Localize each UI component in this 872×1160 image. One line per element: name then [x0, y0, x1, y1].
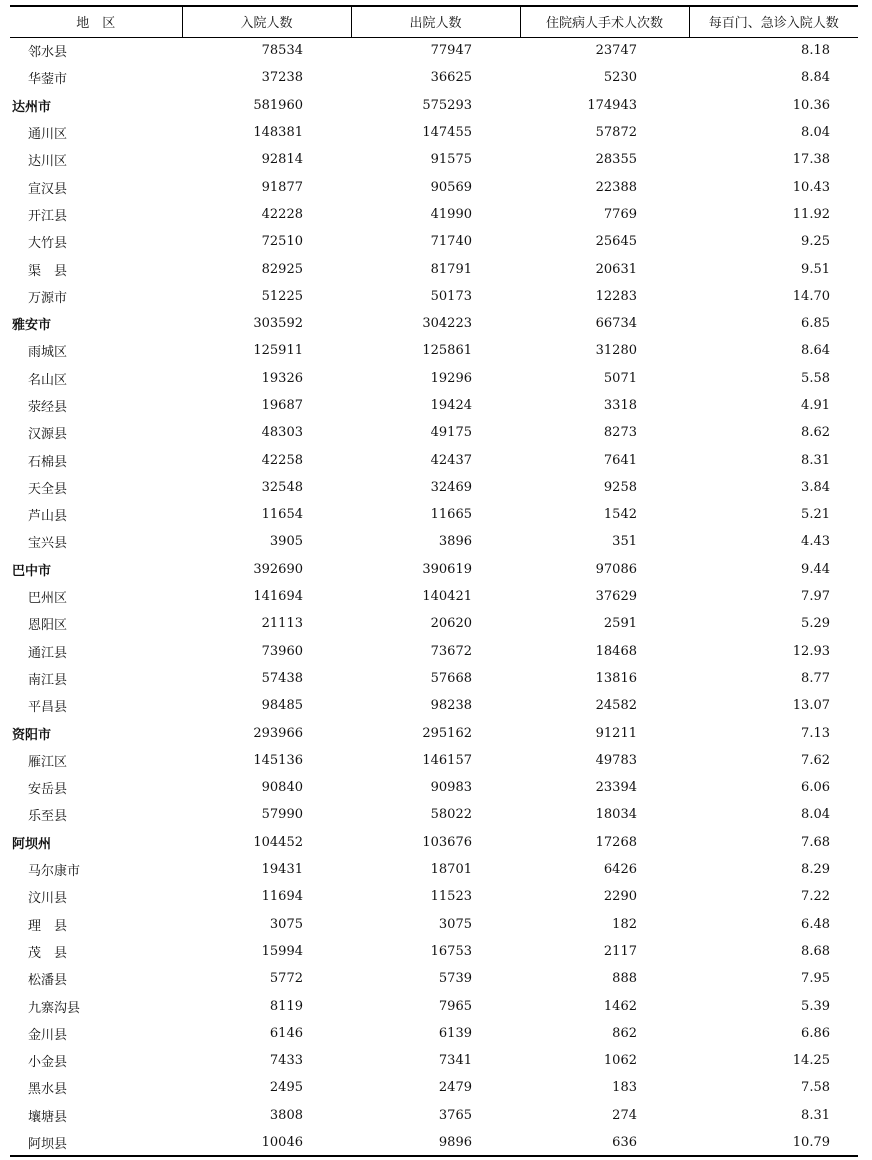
table-row	[10, 474, 858, 501]
admissions-per-hundred-cell: 8.31	[801, 452, 830, 468]
admissions-cell: 82925	[261, 261, 303, 277]
discharges-cell: 81791	[430, 261, 472, 277]
region-name-cell: 阿坝县	[10, 1129, 182, 1156]
surgeries-cell: 174943	[587, 97, 637, 113]
admissions-cell: 8119	[269, 998, 303, 1014]
admissions-per-hundred-cell: 11.92	[792, 206, 830, 222]
city-total-row	[10, 556, 858, 583]
admissions-cell: 51225	[261, 288, 303, 304]
region-name-cell: 小金县	[28, 1055, 68, 1071]
region-name-cell: 天全县	[28, 481, 68, 497]
surgeries-cell: 6426	[603, 862, 637, 878]
admissions-cell: 57438	[261, 670, 303, 686]
discharges-cell: 73672	[430, 643, 472, 659]
table-body	[10, 37, 858, 1156]
region-name-cell: 壤塘县	[28, 1109, 68, 1125]
admissions-cell: 392690	[253, 561, 303, 577]
table-row	[10, 856, 858, 883]
table-row	[10, 228, 858, 255]
region-name-cell: 宝兴县	[28, 536, 68, 552]
region-name-cell: 资阳市	[12, 727, 52, 743]
admissions-cell: 15994	[261, 943, 303, 959]
hospital-statistics-table	[10, 5, 858, 1157]
admissions-cell: 37238	[261, 70, 303, 86]
admissions-cell: 2495	[269, 1080, 303, 1096]
region-name-cell: 茂 县	[28, 945, 68, 961]
admissions-per-hundred-cell: 7.58	[801, 1080, 830, 1096]
admissions-per-hundred-cell: 6.86	[801, 1025, 830, 1041]
surgeries-cell: 1062	[603, 1053, 637, 1069]
surgeries-cell: 49783	[595, 752, 637, 768]
region-name-cell: 金川县	[28, 1027, 68, 1043]
admissions-per-hundred-cell: 5.39	[801, 998, 830, 1014]
table-row	[10, 1129, 858, 1156]
region-name-cell: 南江县	[28, 672, 68, 688]
admissions-cell: 73960	[261, 643, 303, 659]
header-surgeries: 住院病人手术人次数	[520, 6, 689, 37]
table-row	[10, 119, 858, 146]
region-name-cell: 开江县	[28, 208, 68, 224]
city-total-row	[10, 829, 858, 856]
admissions-per-hundred-cell: 6.06	[801, 780, 830, 796]
header-row	[10, 6, 858, 37]
admissions-per-hundred-cell: 8.04	[801, 125, 830, 141]
region-name-cell: 大竹县	[28, 236, 68, 252]
admissions-cell: 21113	[261, 616, 303, 632]
table-row	[10, 883, 858, 910]
admissions-per-hundred-cell: 12.93	[792, 643, 830, 659]
admissions-cell: 7433	[269, 1053, 303, 1069]
discharges-cell: 42437	[430, 452, 472, 468]
surgeries-cell: 23747	[595, 43, 637, 59]
table-row	[10, 774, 858, 801]
surgeries-cell: 2117	[603, 943, 637, 959]
admissions-cell: 3905	[269, 534, 303, 550]
region-name-cell: 雨城区	[28, 345, 68, 361]
table-row	[10, 528, 858, 555]
admissions-per-hundred-cell: 8.77	[801, 670, 830, 686]
discharges-cell: 19424	[430, 398, 472, 413]
surgeries-cell: 636	[520, 1129, 689, 1156]
surgeries-cell: 18468	[595, 643, 637, 659]
region-name-cell: 恩阳区	[28, 618, 68, 634]
admissions-cell: 98485	[261, 698, 303, 714]
admissions-per-hundred-cell: 7.13	[801, 725, 830, 741]
region-name-cell: 通江县	[28, 645, 68, 661]
surgeries-cell: 23394	[595, 780, 637, 796]
discharges-cell: 295162	[422, 725, 472, 741]
discharges-cell: 3765	[438, 1107, 472, 1123]
admissions-per-hundred-cell: 5.29	[801, 616, 830, 632]
admissions-per-hundred-cell: 14.25	[792, 1053, 830, 1069]
admissions-per-hundred-cell: 5.21	[801, 507, 830, 523]
surgeries-cell: 12283	[595, 288, 637, 304]
admissions-per-hundred-cell: 7.22	[801, 889, 830, 905]
admissions-cell: 148381	[253, 125, 303, 141]
admissions-cell: 91877	[261, 179, 303, 195]
discharges-cell: 32469	[430, 479, 472, 495]
city-total-row	[10, 310, 858, 337]
region-name-cell: 黑水县	[28, 1082, 68, 1098]
surgeries-cell: 28355	[595, 152, 637, 168]
table-row	[10, 201, 858, 228]
surgeries-cell: 24582	[595, 698, 637, 714]
admissions-cell: 581960	[253, 97, 303, 113]
surgeries-cell: 13816	[595, 670, 637, 686]
region-name-cell: 渠 县	[28, 263, 68, 279]
region-name-cell: 芦山县	[28, 509, 68, 525]
admissions-cell: 19326	[261, 370, 303, 386]
admissions-per-hundred-cell: 6.48	[801, 916, 830, 932]
discharges-cell: 77947	[430, 43, 472, 59]
region-name-cell: 宣汉县	[28, 181, 68, 197]
admissions-per-hundred-cell: 8.04	[801, 807, 830, 823]
table-row	[10, 638, 858, 665]
table-row	[10, 392, 858, 419]
discharges-cell: 140421	[422, 589, 472, 605]
admissions-cell: 145136	[253, 752, 303, 768]
discharges-cell: 20620	[430, 616, 472, 632]
admissions-per-hundred-cell: 7.97	[801, 589, 830, 605]
admissions-per-hundred-cell: 10.36	[792, 97, 830, 113]
admissions-per-hundred-cell: 6.85	[801, 316, 830, 332]
table-row	[10, 610, 858, 637]
discharges-cell: 304223	[422, 316, 472, 332]
region-name-cell: 邻水县	[28, 45, 68, 61]
discharges-cell: 90983	[430, 780, 472, 796]
surgeries-cell: 7641	[603, 452, 637, 468]
table-row	[10, 992, 858, 1019]
admissions-per-hundred-cell: 4.43	[801, 534, 830, 550]
discharges-cell: 58022	[430, 807, 472, 823]
header-admissions: 入院人数	[182, 6, 351, 37]
table-row	[10, 692, 858, 719]
table-row	[10, 37, 858, 64]
region-name-cell: 万源市	[28, 290, 68, 306]
admissions-cell: 19431	[261, 862, 303, 878]
region-name-cell: 华蓥市	[28, 72, 68, 88]
surgeries-cell: 57872	[595, 125, 637, 141]
surgeries-cell: 17268	[595, 834, 637, 850]
table-row	[10, 583, 858, 610]
header-region: 地 区	[10, 6, 182, 37]
admissions-cell: 10046	[182, 1129, 351, 1156]
surgeries-cell: 20631	[595, 261, 637, 277]
table-row	[10, 365, 858, 392]
discharges-cell: 6139	[438, 1025, 472, 1041]
admissions-per-hundred-cell: 10.79	[689, 1129, 858, 1156]
region-name-cell: 雅安市	[12, 318, 52, 334]
admissions-cell: 32548	[261, 479, 303, 495]
table-row	[10, 255, 858, 282]
region-name-cell: 汉源县	[28, 427, 68, 443]
admissions-per-hundred-cell: 3.84	[801, 479, 830, 495]
table-row	[10, 1020, 858, 1047]
discharges-cell: 390619	[422, 561, 472, 577]
admissions-cell: 303592	[253, 316, 303, 332]
region-name-cell: 汶川县	[28, 891, 68, 907]
discharges-cell: 2479	[438, 1080, 472, 1096]
surgeries-cell: 7769	[603, 206, 637, 222]
surgeries-cell: 3318	[603, 398, 637, 413]
admissions-cell: 42228	[261, 206, 303, 222]
table-row	[10, 64, 858, 91]
surgeries-cell: 351	[612, 534, 637, 550]
surgeries-cell: 22388	[595, 179, 637, 195]
discharges-cell: 49175	[430, 425, 472, 441]
admissions-per-hundred-cell: 8.68	[801, 943, 830, 959]
table-row	[10, 965, 858, 992]
admissions-cell: 141694	[253, 589, 303, 605]
admissions-cell: 90840	[261, 780, 303, 796]
admissions-cell: 72510	[261, 234, 303, 250]
admissions-cell: 42258	[261, 452, 303, 468]
table-row	[10, 801, 858, 828]
surgeries-cell: 1542	[603, 507, 637, 523]
admissions-cell: 48303	[261, 425, 303, 441]
surgeries-cell: 5230	[603, 70, 637, 86]
admissions-per-hundred-cell: 7.62	[801, 752, 830, 768]
surgeries-cell: 25645	[595, 234, 637, 250]
region-name-cell: 乐至县	[28, 809, 68, 825]
admissions-cell: 57990	[261, 807, 303, 823]
discharges-cell: 19296	[430, 370, 472, 386]
region-name-cell: 平昌县	[28, 700, 68, 716]
surgeries-cell: 182	[612, 916, 637, 932]
admissions-per-hundred-cell: 10.43	[792, 179, 830, 195]
region-name-cell: 达川区	[28, 154, 68, 170]
table-row	[10, 665, 858, 692]
surgeries-cell: 8273	[603, 425, 637, 441]
table-row	[10, 501, 858, 528]
discharges-cell: 11665	[430, 507, 472, 523]
region-name-cell: 安岳县	[28, 782, 68, 798]
discharges-cell: 71740	[430, 234, 472, 250]
admissions-per-hundred-cell: 8.31	[801, 1107, 830, 1123]
admissions-cell: 3808	[269, 1107, 303, 1123]
discharges-cell: 50173	[430, 288, 472, 304]
table-header	[10, 6, 858, 37]
discharges-cell: 36625	[430, 70, 472, 86]
discharges-cell: 90569	[430, 179, 472, 195]
discharges-cell: 57668	[430, 670, 472, 686]
admissions-per-hundred-cell: 9.51	[801, 261, 830, 277]
table-row	[10, 911, 858, 938]
admissions-per-hundred-cell: 7.68	[801, 834, 830, 850]
discharges-cell: 11523	[430, 889, 472, 905]
discharges-cell: 146157	[422, 752, 472, 768]
admissions-per-hundred-cell: 4.91	[801, 398, 830, 413]
admissions-per-hundred-cell: 9.44	[801, 561, 830, 577]
table-row	[10, 1074, 858, 1101]
discharges-cell: 9896	[351, 1129, 520, 1156]
admissions-cell: 11694	[261, 889, 303, 905]
admissions-cell: 92814	[261, 152, 303, 168]
admissions-cell: 3075	[269, 916, 303, 932]
surgeries-cell: 9258	[603, 479, 637, 495]
discharges-cell: 3075	[438, 916, 472, 932]
admissions-cell: 6146	[269, 1025, 303, 1041]
table-row	[10, 1047, 858, 1074]
region-name-cell: 石棉县	[28, 454, 68, 470]
region-name-cell: 巴中市	[12, 563, 52, 579]
admissions-cell: 104452	[253, 834, 303, 850]
surgeries-cell: 862	[612, 1025, 637, 1041]
region-name-cell: 荥经县	[28, 400, 68, 415]
admissions-per-hundred-cell: 8.62	[801, 425, 830, 441]
surgeries-cell: 97086	[595, 561, 637, 577]
discharges-cell: 98238	[430, 698, 472, 714]
surgeries-cell: 2591	[603, 616, 637, 632]
admissions-per-hundred-cell: 7.95	[801, 971, 830, 987]
region-name-cell: 松潘县	[28, 973, 68, 989]
region-name-cell: 九寨沟县	[28, 1000, 81, 1016]
admissions-per-hundred-cell: 8.64	[801, 343, 830, 359]
surgeries-cell: 91211	[595, 725, 637, 741]
discharges-cell: 7965	[438, 998, 472, 1014]
admissions-cell: 5772	[269, 971, 303, 987]
surgeries-cell: 2290	[603, 889, 637, 905]
table-row	[10, 446, 858, 473]
table-row	[10, 938, 858, 965]
admissions-cell: 293966	[253, 725, 303, 741]
table-row	[10, 146, 858, 173]
admissions-per-hundred-cell: 8.18	[801, 43, 830, 59]
surgeries-cell: 274	[612, 1107, 637, 1123]
table-row	[10, 337, 858, 364]
surgeries-cell: 5071	[603, 370, 637, 386]
region-name-cell: 阿坝州	[12, 836, 52, 852]
region-name-cell: 理 县	[28, 918, 68, 934]
surgeries-cell: 888	[612, 971, 637, 987]
discharges-cell: 125861	[422, 343, 472, 359]
region-name-cell: 名山区	[28, 372, 68, 388]
admissions-per-hundred-cell: 9.25	[801, 234, 830, 250]
admissions-per-hundred-cell: 14.70	[792, 288, 830, 304]
surgeries-cell: 1462	[603, 998, 637, 1014]
admissions-cell: 125911	[253, 343, 303, 359]
discharges-cell: 16753	[430, 943, 472, 959]
surgeries-cell: 31280	[595, 343, 637, 359]
city-total-row	[10, 719, 858, 746]
surgeries-cell: 37629	[595, 589, 637, 605]
admissions-per-hundred-cell: 8.29	[801, 862, 830, 878]
discharges-cell: 7341	[438, 1053, 472, 1069]
admissions-per-hundred-cell: 13.07	[792, 698, 830, 714]
surgeries-cell: 18034	[595, 807, 637, 823]
table-row	[10, 747, 858, 774]
region-name-cell: 达州市	[12, 99, 52, 115]
admissions-cell: 11654	[261, 507, 303, 523]
admissions-cell: 19687	[261, 398, 303, 413]
table-row	[10, 283, 858, 310]
discharges-cell: 18701	[430, 862, 472, 878]
admissions-cell: 78534	[261, 43, 303, 59]
region-name-cell: 马尔康市	[28, 864, 81, 880]
header-discharges: 出院人数	[351, 6, 520, 37]
table-row	[10, 173, 858, 200]
surgeries-cell: 183	[612, 1080, 637, 1096]
admissions-per-hundred-cell: 17.38	[792, 152, 830, 168]
discharges-cell: 3896	[438, 534, 472, 550]
surgeries-cell: 66734	[595, 316, 637, 332]
admissions-per-hundred-cell: 5.58	[801, 370, 830, 386]
table-row	[10, 419, 858, 446]
table-row	[10, 1102, 858, 1129]
discharges-cell: 5739	[438, 971, 472, 987]
region-name-cell: 雁江区	[28, 754, 68, 770]
region-name-cell: 巴州区	[28, 591, 68, 607]
discharges-cell: 91575	[430, 152, 472, 168]
discharges-cell: 103676	[422, 834, 472, 850]
header-admissions-per-hundred: 每百门、急诊入院人数	[689, 6, 858, 37]
admissions-per-hundred-cell: 8.84	[801, 70, 830, 86]
discharges-cell: 41990	[430, 206, 472, 222]
discharges-cell: 147455	[422, 125, 472, 141]
discharges-cell: 575293	[422, 97, 472, 113]
region-name-cell: 通川区	[28, 127, 68, 143]
city-total-row	[10, 92, 858, 119]
